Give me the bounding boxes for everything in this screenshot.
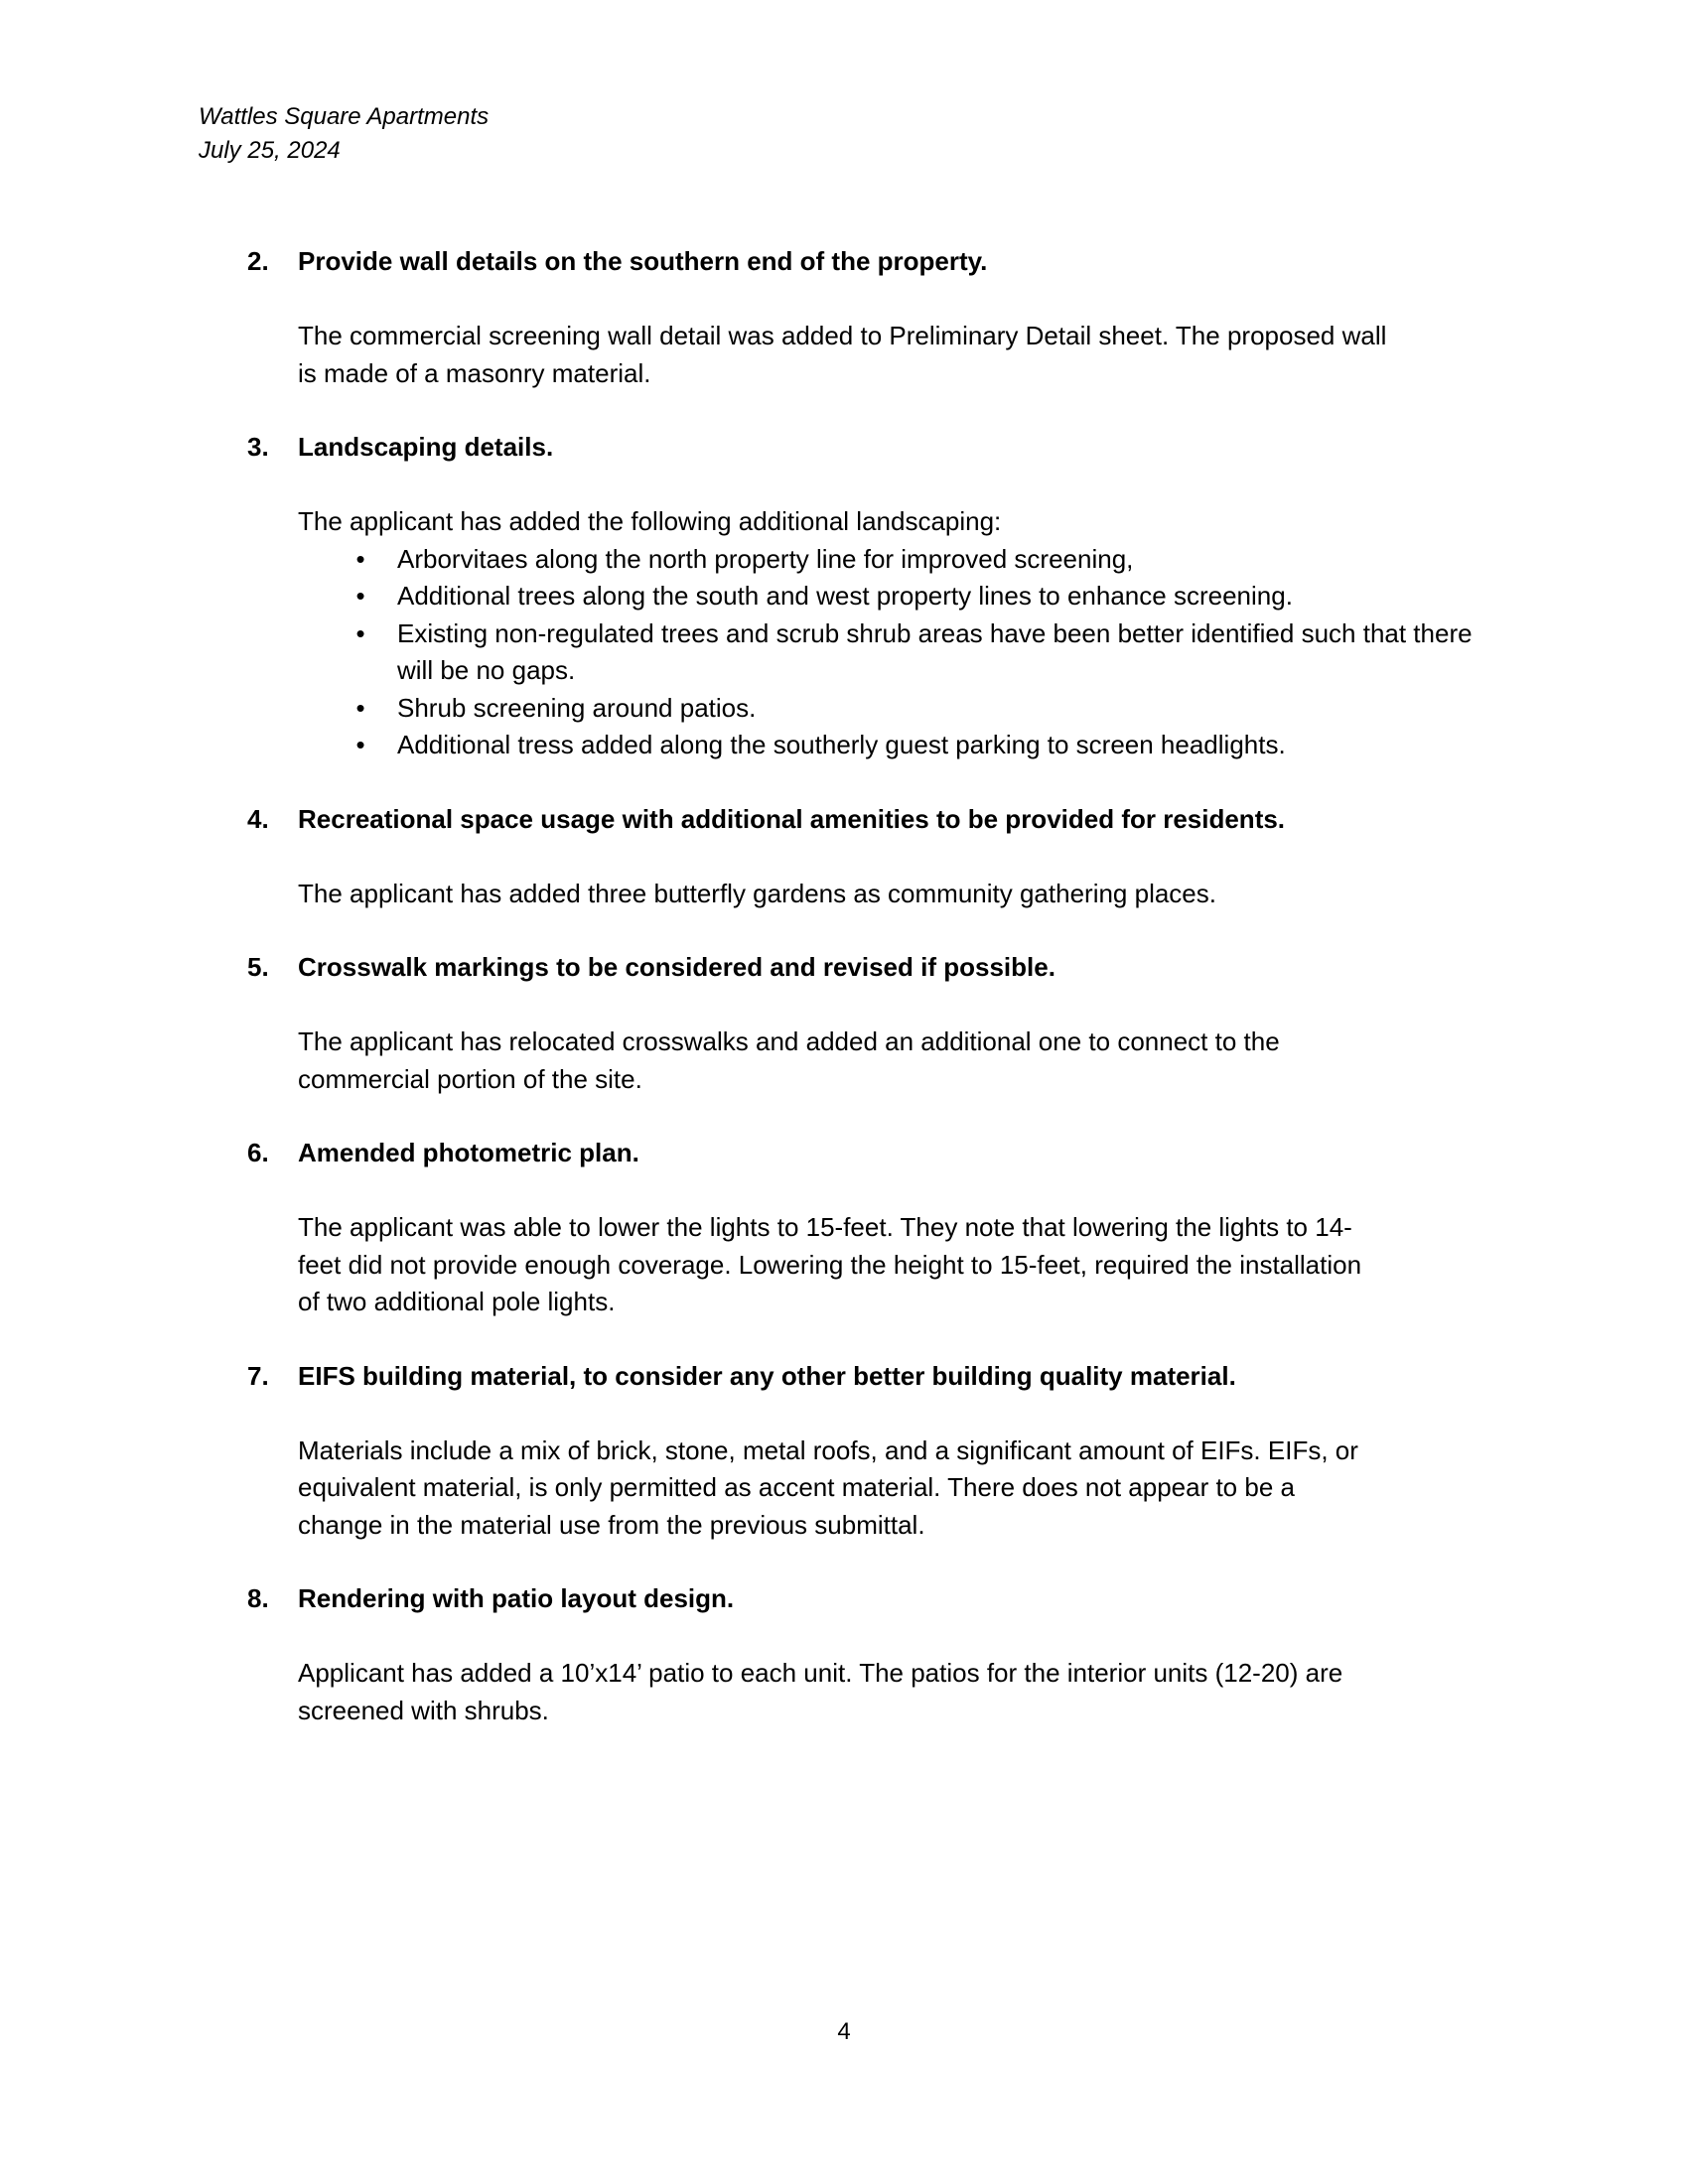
bullet-icon: • (355, 617, 365, 648)
header-date: July 25, 2024 (199, 137, 341, 164)
item-response (298, 503, 1498, 541)
page-number: 4 (837, 2018, 851, 2045)
bullet-icon: • (355, 692, 365, 723)
response-line: equivalent material, is only permitted as accent material. There does not appear to be a (298, 1472, 1295, 1502)
item-heading (247, 1358, 1498, 1396)
item-response (298, 1209, 1498, 1321)
response-line: commercial portion of the site. (298, 1063, 642, 1094)
response-line: screened with shrubs. (298, 1695, 549, 1725)
bullet-item (298, 727, 1498, 764)
item-response (298, 876, 1498, 913)
bullet-item (298, 615, 1498, 690)
bullet-icon: • (355, 730, 365, 759)
bullet-text: Existing non-regulated trees and scrub shrub areas have been better identified such that there will be no gaps. (397, 617, 1473, 685)
response-line: Applicant has added a 10’x14’ patio to each unit. The patios for the interior units (12-20) are (298, 1658, 1343, 1688)
item-heading (247, 243, 1498, 281)
item-number: 6. (247, 1138, 269, 1167)
item-number: 8. (247, 1583, 269, 1613)
item-number: 3. (247, 432, 269, 462)
item-heading (247, 429, 1498, 467)
item-title: Rendering with patio layout design. (298, 1583, 735, 1613)
bullet-text: Additional tress added along the southerly guest parking to screen headlights. (397, 730, 1286, 759)
item-heading (247, 1580, 1498, 1618)
response-line: change in the material use from the previous submittal. (298, 1509, 925, 1540)
document-header (199, 100, 489, 168)
item-number: 5. (247, 952, 269, 982)
item-response (298, 318, 1498, 392)
item-heading (247, 1135, 1498, 1172)
response-line: is made of a masonry material. (298, 357, 651, 388)
bullet-icon: • (355, 543, 365, 574)
list-item (247, 949, 1498, 1098)
bullet-item (298, 690, 1498, 728)
item-title: Amended photometric plan. (298, 1138, 639, 1167)
response-intro: The applicant has added the following additional landscaping: (298, 506, 1002, 536)
response-line: The applicant has added three butterfly gardens as community gathering places. (298, 878, 1216, 908)
document-body (247, 243, 1498, 1766)
landscaping-bullet-list (298, 541, 1498, 764)
item-title: Crosswalk markings to be considered and revised if possible. (298, 952, 1055, 982)
response-line: The applicant has relocated crosswalks and added an additional one to connect to the (298, 1026, 1280, 1056)
item-response (298, 1433, 1498, 1545)
list-item (247, 1358, 1498, 1545)
item-title: Landscaping details. (298, 432, 554, 462)
response-line: The commercial screening wall detail was added to Preliminary Detail sheet. The proposed wall (298, 321, 1387, 350)
bullet-icon: • (355, 581, 365, 611)
list-item (247, 243, 1498, 392)
response-line: of two additional pole lights. (298, 1287, 616, 1316)
list-item (247, 1580, 1498, 1729)
header-project-name: Wattles Square Apartments (199, 103, 490, 130)
item-heading (247, 949, 1498, 987)
item-heading (247, 801, 1498, 839)
item-title: EIFS building material, to consider any other better building quality material. (298, 1360, 1236, 1391)
response-line: The applicant was able to lower the lights to 15-feet. They note that lowering the lights to 14- (298, 1212, 1352, 1242)
response-line: feet did not provide enough coverage. Lowering the height to 15-feet, required the installation (298, 1249, 1362, 1280)
item-number: 4. (247, 803, 269, 834)
response-line: Materials include a mix of brick, stone, metal roofs, and a significant amount of EIFs. EIFs, or (298, 1434, 1358, 1465)
bullet-text: Arborvitaes along the north property line for improved screening, (397, 543, 1134, 574)
bullet-text: Shrub screening around patios. (397, 692, 757, 723)
item-number: 2. (247, 246, 269, 276)
item-response (298, 1024, 1498, 1098)
list-item (247, 429, 1498, 764)
list-item (247, 801, 1498, 913)
item-response (298, 1655, 1498, 1729)
list-item (247, 1135, 1498, 1321)
item-title: Provide wall details on the southern end of the property. (298, 246, 988, 276)
bullet-text: Additional trees along the south and west property lines to enhance screening. (397, 581, 1293, 611)
bullet-item (298, 541, 1498, 579)
item-number: 7. (247, 1360, 269, 1391)
item-title: Recreational space usage with additional amenities to be provided for residents. (298, 803, 1286, 834)
bullet-item (298, 578, 1498, 615)
